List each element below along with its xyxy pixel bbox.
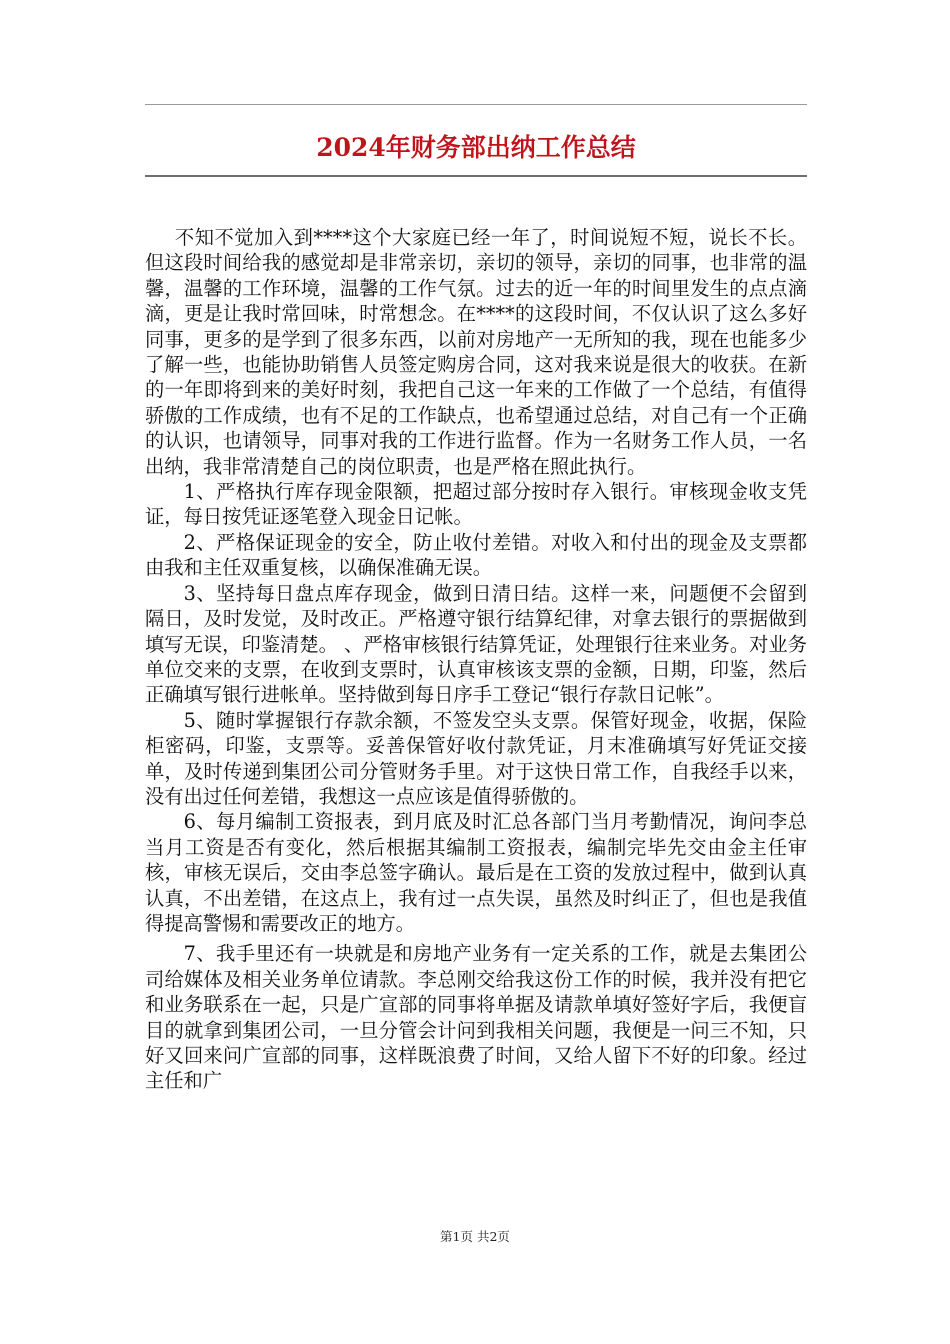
page-footer: 第1页 共2页 — [440, 1229, 510, 1244]
paragraph-item-2: 2、严格保证现金的安全，防止收付差错。对收入和付出的现金及支票都由我和主任双重复核，以确保准确无误。 — [145, 530, 807, 580]
paragraph-item-5: 5、随时掌握银行存款余额，不签发空头支票。保管好现金，收据，保险柜密码，印鉴，支票等。妥善保管好收付款凭证，月末准确填写好凭证交接单，及时传递到集团公司分管财务手里。对于这快日常工作，自我经手以来，没有出过任何差错，我想这一点应该是值得骄傲的。 — [145, 708, 807, 808]
paragraph-item-3: 3、坚持每日盘点库存现金，做到日清日结。这样一来，问题便不会留到隔日，及时发觉，及时改正。严格遵守银行结算纪律，对拿去银行的票据做到填写无误，印鉴清楚。 、严格审核银行结算凭证，处理银行往来业务。对业务单位交来的支票，在收到支票时，认真审核该支票的金额，日期，印鉴，然后正确填写银行进帐单。坚持做到每日序手工登记“银行存款日记帐”。 — [145, 581, 807, 707]
top-rule — [145, 104, 807, 105]
paragraph-item-7: 7、我手里还有一块就是和房地产业务有一定关系的工作，就是去集团公司给媒体及相关业务单位请款。李总刚交给我这份工作的时候，我并没有把它和业务联系在一起，只是广宣部的同事将单据及请款单填好签好字后，我便盲目的就拿到集团公司，一旦分管会计问到我相关问题，我便是一问三不知，只好又回来问广宣部的同事，这样既浪费了时间，又给人留下不好的印象。经过主任和广 — [145, 942, 807, 1093]
document-title: 2024年财务部出纳工作总结 — [316, 133, 636, 162]
paragraph-item-6: 6、每月编制工资报表，到月底及时汇总各部门当月考勤情况，询问李总当月工资是否有变化，然后根据其编制工资报表，编制完毕先交由金主任审核，审核无误后，交由李总签字确认。最后是在工资的发放过程中，做到认真认真，不出差错，在这点上，我有过一点失误，虽然及时纠正了，但也是我值得提高警惕和需要改正的地方。 — [145, 810, 807, 935]
title-underline — [145, 175, 807, 177]
document-body — [145, 225, 807, 1094]
paragraph-intro: 不知不觉加入到****这个大家庭已经一年了，时间说短不短，说长不长。但这段时间给我的感觉却是非常亲切，亲切的领导，亲切的同事，也非常的温馨，温馨的工作环境，温馨的工作气氛。过去的近一年的时间里发生的点点滴滴，更是让我时常回味，时常想念。在****的这段时间，不仅认识了这么多好同事，更多的是学到了很多东西，以前对房地产一无所知的我，现在也能多少了解一些，也能协助销售人员签定购房合同，这对我来说是很大的收获。在新的一年即将到来的美好时刻，我把自己这一年来的工作做了一个总结，有值得骄傲的工作成绩，也有不足的工作缺点，也希望通过总结，对自己有一个正确的认识，也请领导，同事对我的工作进行监督。作为一名财务工作人员，一名出纳，我非常清楚自己的岗位职责，也是严格在照此执行。 — [145, 226, 807, 478]
paragraph-item-1: 1、严格执行库存现金限额，把超过部分按时存入银行。审核现金收支凭证，每日按凭证逐笔登入现金日记帐。 — [145, 480, 807, 529]
